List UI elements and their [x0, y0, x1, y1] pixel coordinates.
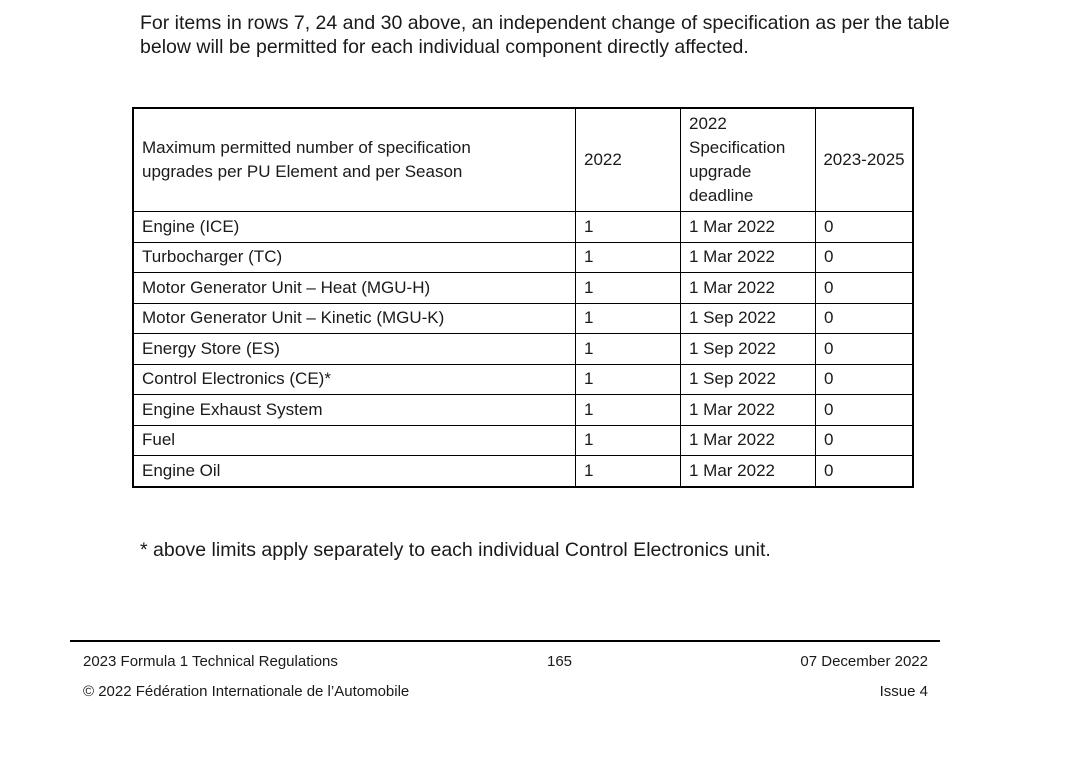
cell-2022: 1: [576, 212, 681, 243]
table-row: [133, 364, 913, 395]
cell-2022: 1: [576, 395, 681, 426]
cell-2022: 1: [576, 273, 681, 304]
cell-deadline: 1 Sep 2022: [681, 364, 816, 395]
cell-deadline: 1 Sep 2022: [681, 334, 816, 365]
header-2022: 2022: [576, 108, 681, 212]
footer-doc-title: 2023 Formula 1 Technical Regulations: [83, 653, 338, 670]
cell-2023-2025: 0: [816, 242, 914, 273]
cell-deadline: 1 Mar 2022: [681, 395, 816, 426]
cell-2023-2025: 0: [816, 456, 914, 487]
cell-deadline: 1 Mar 2022: [681, 273, 816, 304]
cell-2022: 1: [576, 364, 681, 395]
cell-2022: 1: [576, 425, 681, 456]
table-header-row: [133, 108, 913, 212]
cell-2023-2025: 0: [816, 395, 914, 426]
footer-copyright: © 2022 Fédération Internationale de l’Automobile: [83, 683, 410, 700]
table-row: [133, 395, 913, 426]
table-row: [133, 212, 913, 243]
cell-element: Turbocharger (TC): [133, 242, 576, 273]
cell-element: Motor Generator Unit – Kinetic (MGU-K): [133, 303, 576, 334]
table-footnote: * above limits apply separately to each individual Control Electronics unit.: [140, 539, 771, 561]
cell-2022: 1: [576, 456, 681, 487]
cell-2023-2025: 0: [816, 425, 914, 456]
footer-date: 07 December 2022: [800, 653, 928, 670]
intro-paragraph: [140, 11, 1020, 59]
cell-deadline: 1 Sep 2022: [681, 303, 816, 334]
cell-element: Engine Exhaust System: [133, 395, 576, 426]
cell-2023-2025: 0: [816, 303, 914, 334]
cell-deadline: 1 Mar 2022: [681, 242, 816, 273]
cell-element: Engine (ICE): [133, 212, 576, 243]
footer-issue: Issue 4: [879, 683, 928, 700]
table-row: [133, 334, 913, 365]
cell-element: Energy Store (ES): [133, 334, 576, 365]
header-2023-2025: 2023-2025: [816, 108, 914, 212]
footer-page-number: 165: [547, 653, 573, 670]
table-row: [133, 425, 913, 456]
cell-2023-2025: 0: [816, 334, 914, 365]
cell-2023-2025: 0: [816, 273, 914, 304]
footer-divider: [70, 640, 940, 642]
cell-2023-2025: 0: [816, 212, 914, 243]
header-deadline: 2022 Specification upgrade deadline: [681, 108, 816, 212]
spec-upgrade-table: [132, 107, 914, 488]
cell-2022: 1: [576, 334, 681, 365]
cell-deadline: 1 Mar 2022: [681, 425, 816, 456]
intro-line-1: For items in rows 7, 24 and 30 above, an independent change of specification as per the table: [140, 12, 950, 34]
cell-2022: 1: [576, 242, 681, 273]
cell-element: Engine Oil: [133, 456, 576, 487]
intro-line-2: below will be permitted for each individual component directly affected.: [140, 36, 749, 58]
cell-2022: 1: [576, 303, 681, 334]
cell-element: Fuel: [133, 425, 576, 456]
header-pu-element: Maximum permitted number of specification upgrades per PU Element and per Season: [133, 108, 576, 212]
table-row: [133, 273, 913, 304]
cell-element: Control Electronics (CE)*: [133, 364, 576, 395]
table-row: [133, 242, 913, 273]
table-row: [133, 456, 913, 487]
table-row: [133, 303, 913, 334]
cell-2023-2025: 0: [816, 364, 914, 395]
cell-element: Motor Generator Unit – Heat (MGU-H): [133, 273, 576, 304]
cell-deadline: 1 Mar 2022: [681, 212, 816, 243]
cell-deadline: 1 Mar 2022: [681, 456, 816, 487]
